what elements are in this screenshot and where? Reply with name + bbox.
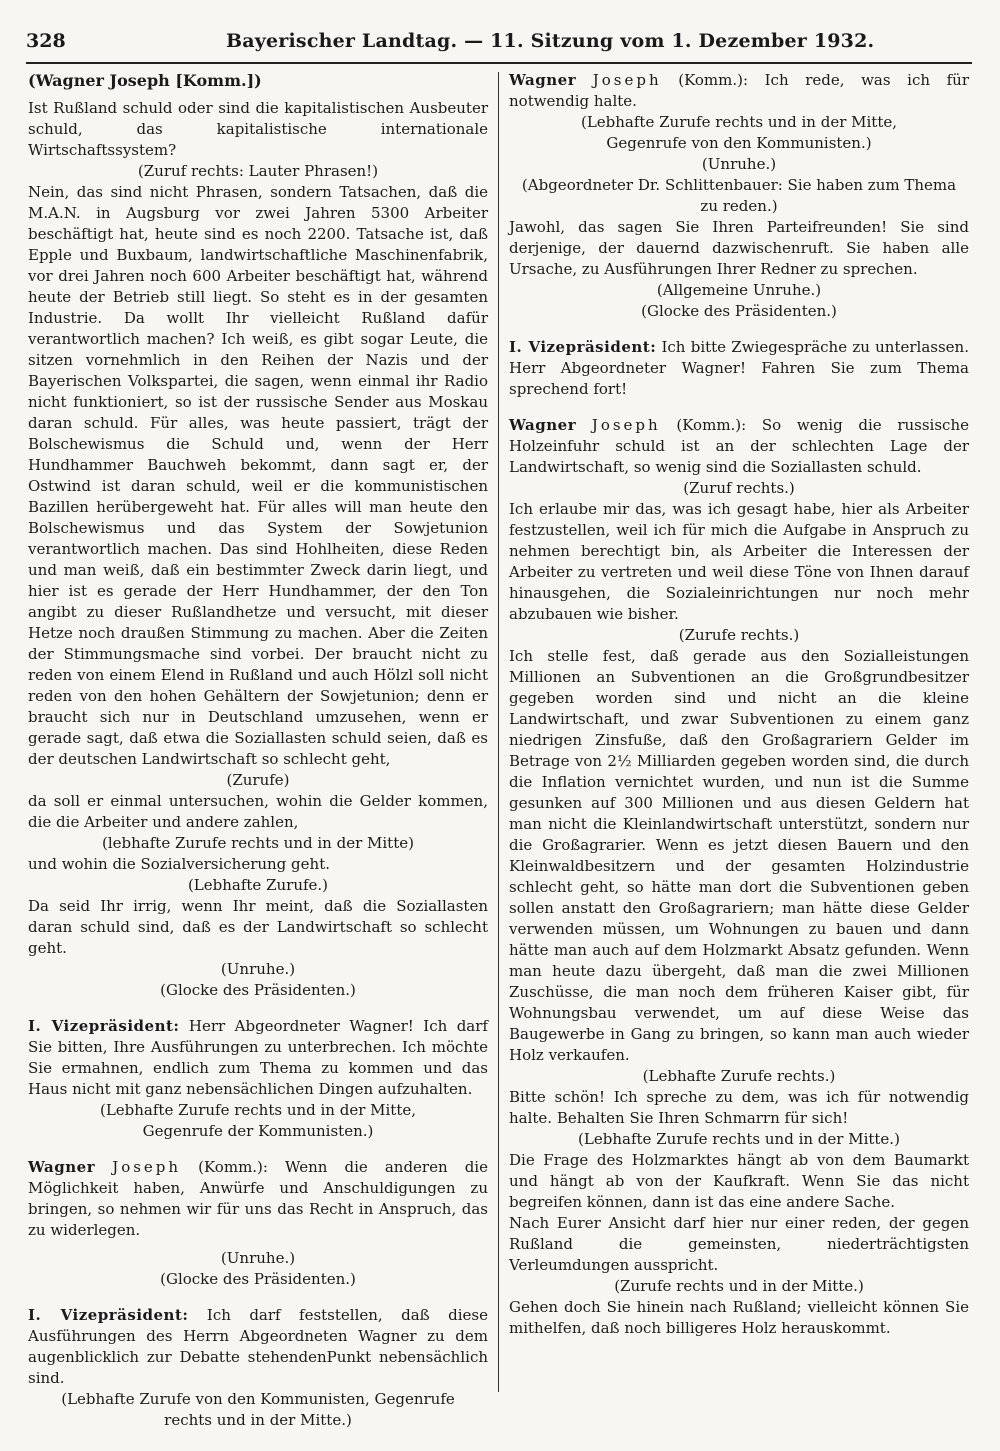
header-rule (26, 62, 972, 64)
paragraph: Ich stelle fest, daß gerade aus den Sozialleistungen Millionen an Subventionen an die Großgrundbesitzer gegeben worden sind und nicht an die kleine Landwirtschaft, und zwar Subventionen zu einem ganz niedrigen Zinsfuße, daß den Großagrariern Gelder im Betrage von 2½ Milliarden gegeben worden sind, die durch die Inflation vernichtet wurden, und nun ist die Summe gesunken auf 300 Millionen und aus diesen Geldern hat man nicht die Kleinlandwirtschaft unterstützt, sondern nur die Großagrarier. Wenn es jetzt diesen Bauern und den Kleinwaldbesitzern und der gesamten Holzindustrie schlecht geht, so hätte man dort die Subventionen geben sollen anstatt den Großagrariern; man hätte diese Gelder verwenden müssen, um Wohnungen zu bauen und dann hätte man auch auf dem Holzmarkt Absatz gefunden. Wenn man heute dazu übergeht, daß man die zwei Millionen Zuschüsse, die man noch dem früheren Kaiser gibt, für Wohnungsbau verwendet, um auf diese Weise das Baugewerbe in Gang zu bringen, so kann man auch wieder Holz verkaufen. (509, 647, 969, 1064)
interjection: (Glocke des Präsidenten.) (160, 981, 356, 999)
paragraph: Da seid Ihr irrig, wenn Ihr meint, daß die Soziallasten daran schuld sind, daß es der Landwirtschaft so schlecht geht. (28, 897, 488, 957)
interjection: (Abgeordneter Dr. Schlittenbauer: Sie haben zum Thema (521, 176, 957, 194)
interjection: (Unruhe.) (701, 155, 777, 173)
paragraph: Jawohl, das sagen Sie Ihren Parteifreunden! Sie sind derjenige, der dauernd dazwischenruft. Sie haben alle Ursache, zu Ausführungen Ihrer Redner zu sprechen. (509, 218, 969, 278)
interjection: (Zuruf rechts.) (683, 479, 795, 497)
interjection: (lebhafte Zurufe rechts und in der Mitte) (102, 834, 414, 852)
page (26, 0, 972, 1451)
interjection: (Lebhafte Zurufe rechts.) (642, 1067, 836, 1085)
interjection: (Lebhafte Zurufe rechts und in der Mitte, (580, 113, 898, 131)
column-rule (498, 72, 499, 1392)
speaker-name: Wagner (509, 71, 577, 89)
interjection: (Lebhafte Zurufe rechts und in der Mitte.) (578, 1130, 900, 1148)
statement (28, 1305, 488, 1389)
interjection: Gegenrufe von den Kommunisten.) (606, 134, 872, 152)
speaker-name: I. Vizepräsident: (28, 1306, 189, 1324)
speaker-name: I. Vizepräsident: (28, 1017, 180, 1035)
speaker-header: (Wagner Joseph [Komm.]) (28, 71, 262, 90)
paragraph: Ich erlaube mir das, was ich gesagt habe, hier als Arbeiter festzustellen, weil ich für mich die Aufgabe in Anspruch zu nehmen berechtigt bin, als Arbeiter die Interessen der Arbeiter zu vertreten und weil diese Töne von Ihnen darauf hinausgehen, die Sozialeinrichtungen nur noch mehr abzubauen wie bisher. (509, 500, 969, 623)
interjection: (Unruhe.) (220, 1249, 296, 1267)
statement (509, 415, 969, 478)
interjection: (Unruhe.) (220, 960, 296, 978)
interjection: (Lebhafte Zurufe rechts und in der Mitte, (99, 1101, 417, 1119)
interjection: Gegenrufe der Kommunisten.) (142, 1122, 374, 1140)
statement-text: (Komm.): So wenig die russische Holzeinfuhr schuld ist an der schlechten Lage der Landwirtschaft, so wenig sind die Soziallasten schuld. (509, 416, 969, 476)
statement-text: Ich bitte Zwiegespräche zu unterlassen. Herr Abgeordneter Wagner! Fahren Sie zum Thema sprechend fort! (509, 338, 969, 398)
statement-text: Herr Abgeordneter Wagner! Ich darf Sie bitten, Ihre Ausführungen zu unterbrechen. Ich möchte Sie ermahnen, endlich zum Thema zu kommen und das Haus nicht mit ganz nebensächlichen Dingen aufzuhalten. (28, 1017, 488, 1098)
interjection: (Allgemeine Unruhe.) (656, 281, 822, 299)
running-head: Bayerischer Landtag. — 11. Sitzung vom 1. Dezember 1932. (226, 30, 875, 52)
interjection: (Zuruf rechts: Lauter Phrasen!) (137, 162, 379, 180)
interjection: (Zurufe rechts und in der Mitte.) (614, 1277, 864, 1295)
statement-text: (Komm.): Wenn die anderen die Möglichkeit haben, Anwürfe und Anschuldigungen zu bringen, so nehmen wir für uns das Recht in Anspruch, das zu widerlegen. (28, 1158, 488, 1239)
interjection: (Glocke des Präsidenten.) (160, 1270, 356, 1288)
statement (509, 337, 969, 400)
page-number: 328 (26, 30, 66, 52)
interjection: rechts und in der Mitte.) (164, 1411, 352, 1429)
paragraph: Die Frage des Holzmarktes hängt ab von dem Baumarkt und hängt ab von der Kaufkraft. Wenn Sie das nicht begreifen können, dann ist das eine andere Sache. (509, 1151, 969, 1211)
speaker-firstname: Joseph (112, 1158, 182, 1176)
page-header (26, 30, 972, 60)
interjection: zu reden.) (700, 197, 778, 215)
speaker-name: Wagner (28, 1158, 96, 1176)
interjection: (Lebhafte Zurufe von den Kommunisten, Gegenrufe (61, 1390, 455, 1408)
paragraph: Bitte schön! Ich spreche zu dem, was ich für notwendig halte. Behalten Sie Ihren Schmarrn für sich! (509, 1088, 969, 1127)
speaker-name: Wagner (509, 416, 577, 434)
paragraph: Gehen doch Sie hinein nach Rußland; vielleicht können Sie mithelfen, daß noch billigeres Holz herauskommt. (509, 1298, 969, 1337)
statement-text: (Komm.): Ich rede, was ich für notwendig halte. (509, 71, 969, 110)
paragraph: und wohin die Sozialversicherung geht. (28, 855, 330, 873)
statement (28, 1157, 488, 1241)
speaker-firstname: Joseph (591, 416, 661, 434)
statement (28, 1016, 488, 1100)
paragraph: Nach Eurer Ansicht darf hier nur einer reden, der gegen Rußland die gemeinsten, niederträchtigsten Verleumdungen ausspricht. (509, 1214, 969, 1274)
interjection: (Zurufe rechts.) (678, 626, 800, 644)
interjection: (Glocke des Präsidenten.) (641, 302, 837, 320)
statement (509, 70, 969, 112)
paragraph: Ist Rußland schuld oder sind die kapitalistischen Ausbeuter schuld, das kapitalistische internationale Wirtschaftssystem? (28, 99, 488, 159)
interjection: (Lebhafte Zurufe.) (187, 876, 329, 894)
statement-text: Ich darf feststellen, daß diese Ausführungen des Herrn Abgeordneten Wagner zu dem augenblicklich zur Debatte stehendenPunkt nebensächlich sind. (28, 1306, 488, 1387)
interjection: (Zurufe) (226, 771, 290, 789)
left-column (28, 70, 488, 1431)
speaker-firstname: Joseph (592, 71, 662, 89)
speaker-name: I. Vizepräsident: (509, 338, 657, 356)
paragraph: da soll er einmal untersuchen, wohin die Gelder kommen, die die Arbeiter und andere zahlen, (28, 792, 488, 831)
right-column (509, 70, 969, 1339)
paragraph: Nein, das sind nicht Phrasen, sondern Tatsachen, daß die M.A.N. in Augsburg vor zwei Jahren 5300 Arbeiter beschäftigt hat, heute sind es noch 2200. Tatsache ist, daß Epple und Buxbaum, landwirtschaftliche Maschinenfabrik, vor drei Jahren noch 600 Arbeiter beschäftigt hat, während heute der Betrieb still liegt. So steht es in der gesamten Industrie. Da wollt Ihr vielleicht Rußland dafür verantwortlich machen? Ich weiß, es gibt sogar Leute, die sitzen vornehmlich in den Reihen der Nazis und der Bayerischen Volkspartei, die sagen, wenn einmal ihr Radio nicht funktioniert, so ist der russische Sender aus Moskau daran schuld. Für alles, was heute passiert, trägt der Bolschewismus die Schuld und, wenn der Herr Hundhammer Bauchweh bekommt, dann sagt er, der Ostwind ist daran schuld, weil er die kommunistischen Bazillen herübergeweht hat. Für alles will man heute den Bolschewismus und das System der Sowjetunion verantwortlich machen. Das sind Hohlheiten, diese Reden und man weiß, daß ein bestimmter Zweck darin liegt, und hier ist es gerade der Herr Hundhammer, der den Ton angibt zu dieser Rußlandhetze und versucht, mit dieser Hetze noch draußen Stimmung zu machen. Aber die Zeiten der Stimmungsmache sind vorbei. Der braucht nicht zu reden von einem Elend in Rußland und auch Hölzl soll nicht reden von den hohen Gehältern der Sowjetunion; denn er braucht sich nur in Deutschland umzusehen, wenn er gerade sagt, daß etwa die Soziallasten schuld seien, daß es der deutschen Landwirtschaft so schlecht geht, (28, 183, 488, 768)
